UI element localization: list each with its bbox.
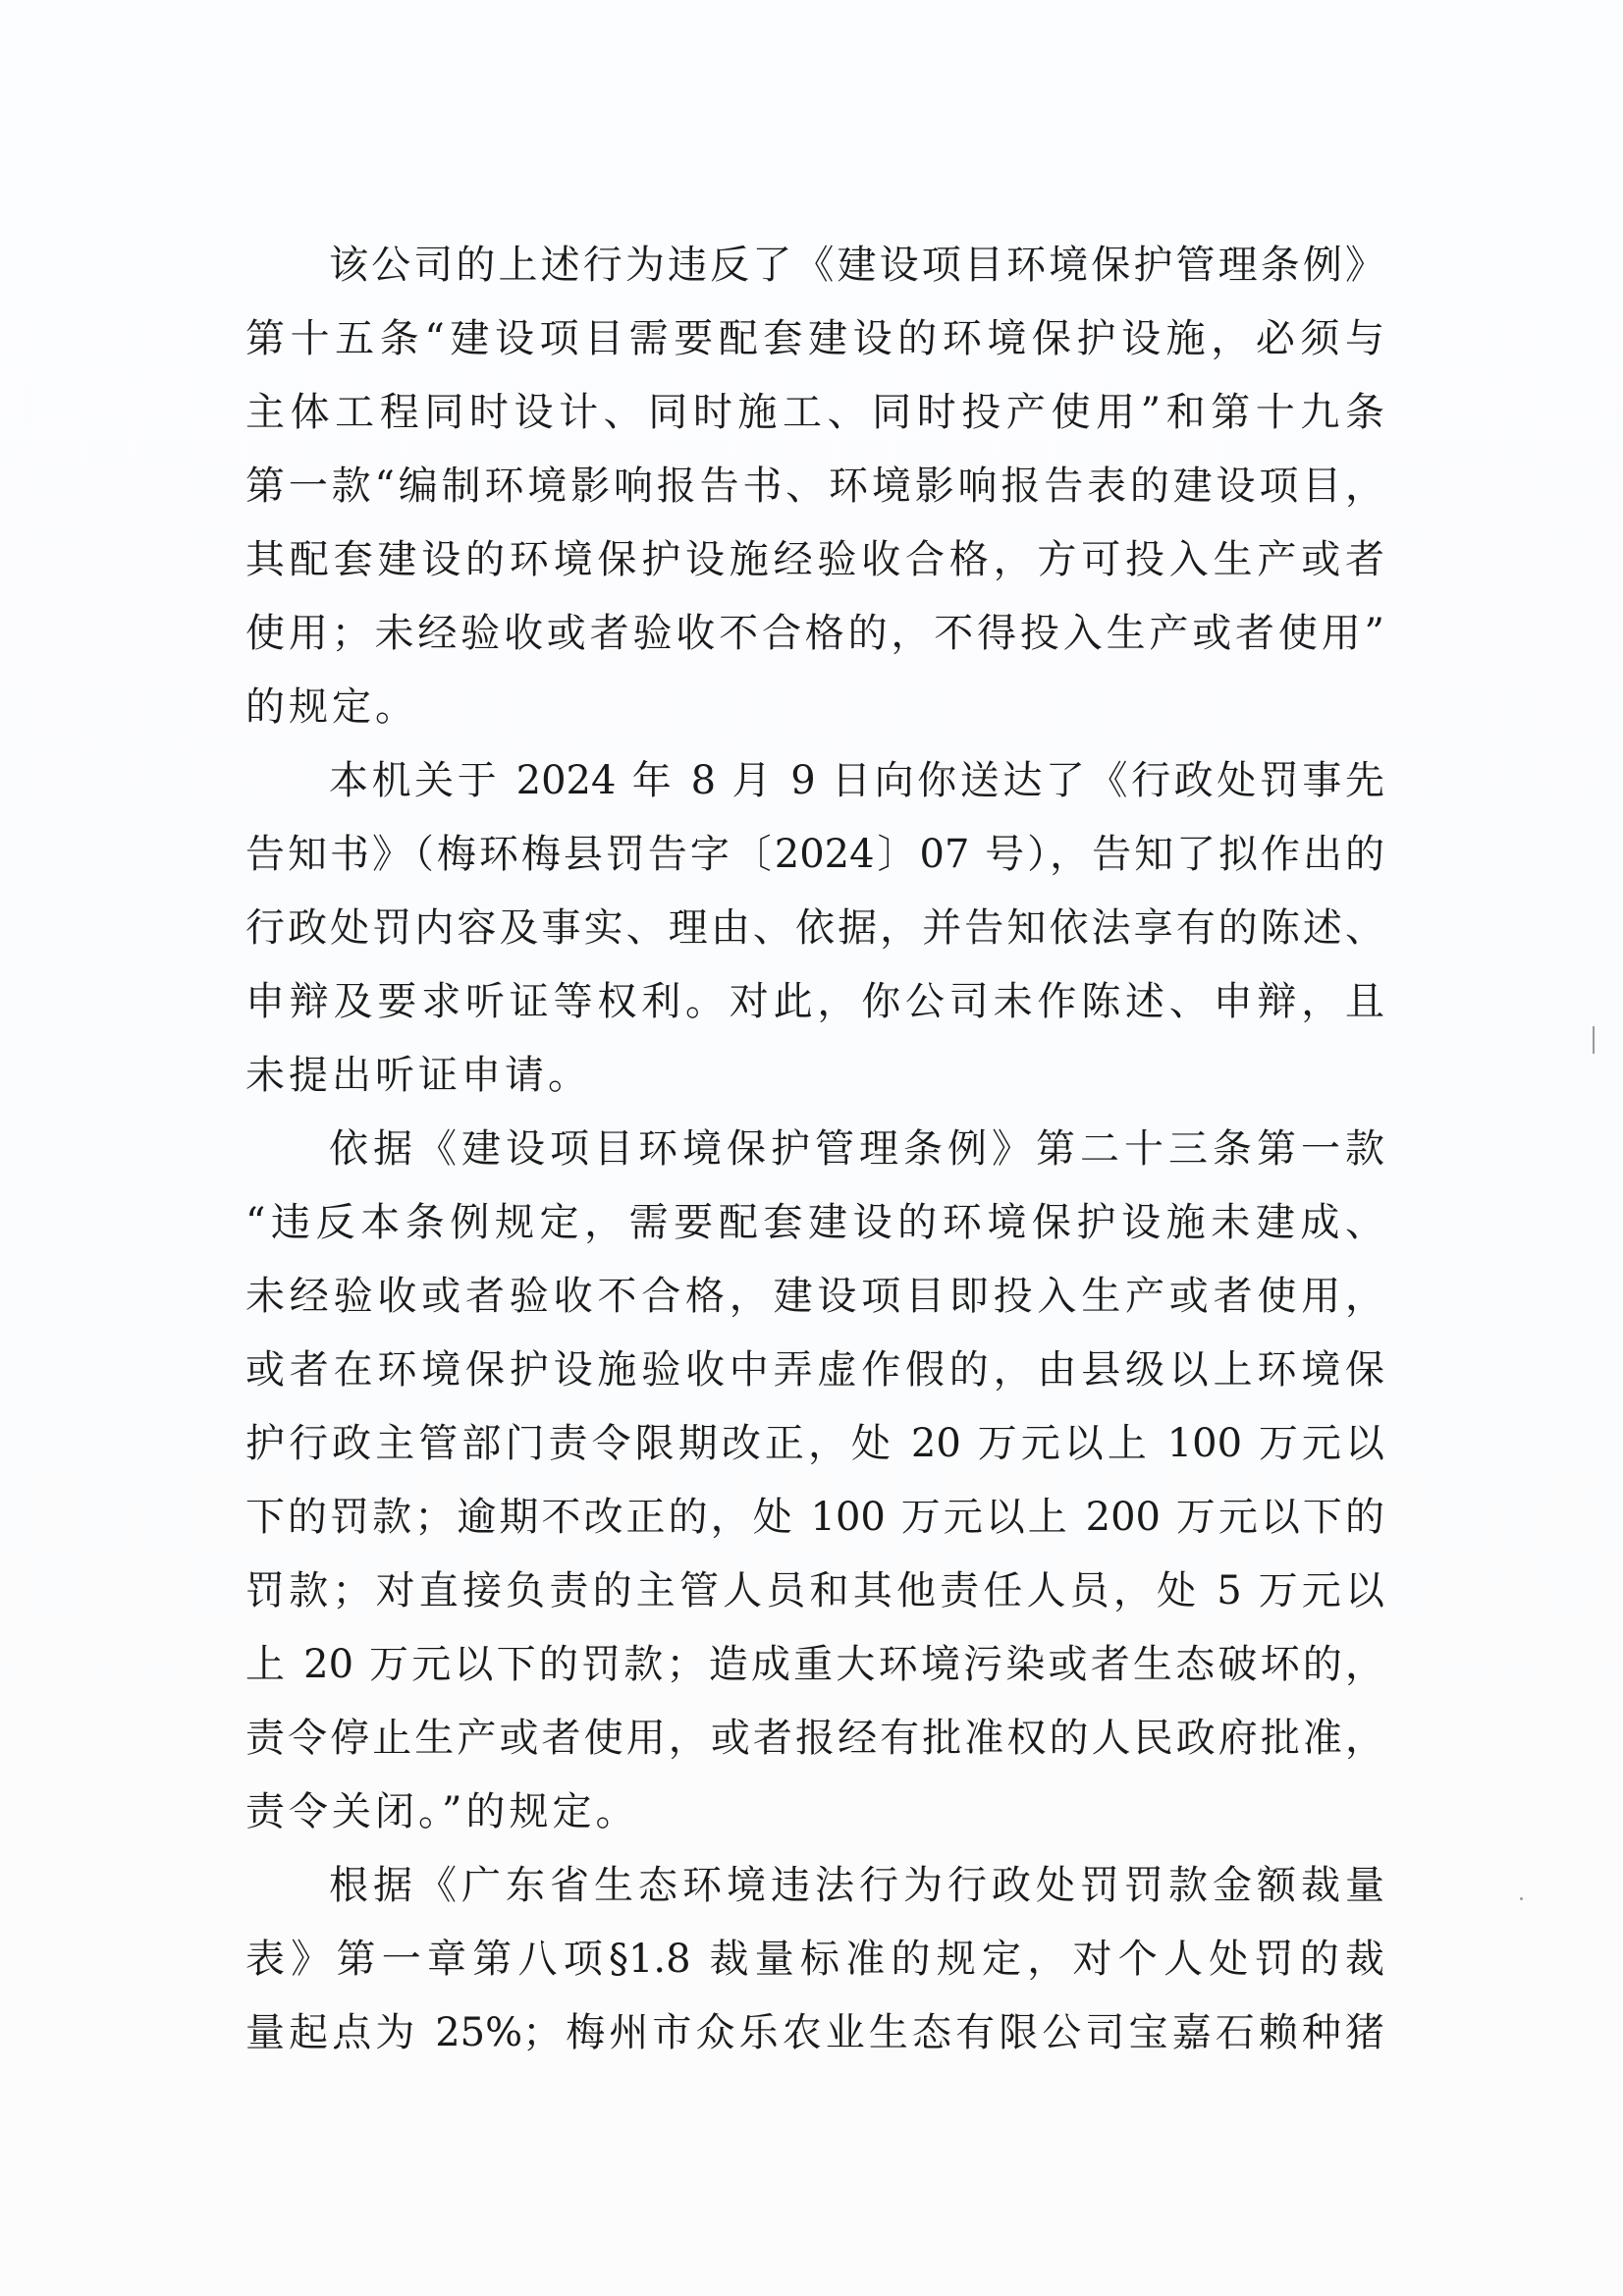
text-line: 第一款“编制环境影响报告书、环境影响报告表的建设项目， <box>245 464 1384 509</box>
text-line: 使用；未经验收或者验收不合格的，不得投入生产或者使用” <box>245 611 1384 656</box>
text-line: 的规定。 <box>245 684 418 730</box>
text-line: 表》第一章第八项§1.8 裁量标准的规定，对个人处罚的裁 <box>245 1937 1384 1982</box>
text-line: 下的罚款；逾期不改正的，处 100 万元以上 200 万元以下的 <box>245 1495 1384 1540</box>
text-line: 行政处罚内容及事实、理由、依据，并告知依法享有的陈述、 <box>245 905 1384 951</box>
text-line: 上 20 万元以下的罚款；造成重大环境污染或者生态破坏的， <box>245 1642 1384 1687</box>
text-line: 护行政主管部门责令限期改正，处 20 万元以上 100 万元以 <box>245 1421 1384 1466</box>
text-line: 依据《建设项目环境保护管理条例》第二十三条第一款 <box>329 1126 1384 1172</box>
text-line: 第十五条“建设项目需要配套建设的环境保护设施，必须与 <box>245 316 1384 361</box>
text-line: 告知书》（梅环梅县罚告字〔2024〕07 号），告知了拟作出的 <box>245 832 1384 877</box>
text-line: 其配套建设的环境保护设施经验收合格，方可投入生产或者 <box>245 537 1384 582</box>
text-line: 根据《广东省生态环境违法行为行政处罚罚款金额裁量 <box>329 1863 1384 1908</box>
scan-mark <box>1593 1026 1595 1054</box>
text-line: 该公司的上述行为违反了《建设项目环境保护管理条例》 <box>329 243 1384 288</box>
text-line: 量起点为 25%；梅州市众乐农业生态有限公司宝嘉石赖种猪 <box>245 2010 1384 2055</box>
text-line: 罚款；对直接负责的主管人员和其他责任人员，处 5 万元以 <box>245 1568 1384 1613</box>
text-line: 本机关于 2024 年 8 月 9 日向你送达了《行政处罚事先 <box>329 758 1384 803</box>
text-line: 申辩及要求听证等权利。对此，你公司未作陈述、申辩，且 <box>245 979 1384 1024</box>
text-line: “违反本条例规定，需要配套建设的环境保护设施未建成、 <box>245 1200 1384 1245</box>
text-line: 责令关闭。”的规定。 <box>245 1789 639 1834</box>
text-line: 主体工程同时设计、同时施工、同时投产使用”和第十九条 <box>245 390 1384 435</box>
text-line: 未提出听证申请。 <box>245 1053 591 1098</box>
scan-mark <box>1520 1897 1523 1900</box>
text-line: 或者在环境保护设施验收中弄虚作假的，由县级以上环境保 <box>245 1347 1384 1393</box>
text-line: 责令停止生产或者使用，或者报经有批准权的人民政府批准， <box>245 1716 1384 1761</box>
text-line: 未经验收或者验收不合格，建设项目即投入生产或者使用， <box>245 1274 1384 1319</box>
